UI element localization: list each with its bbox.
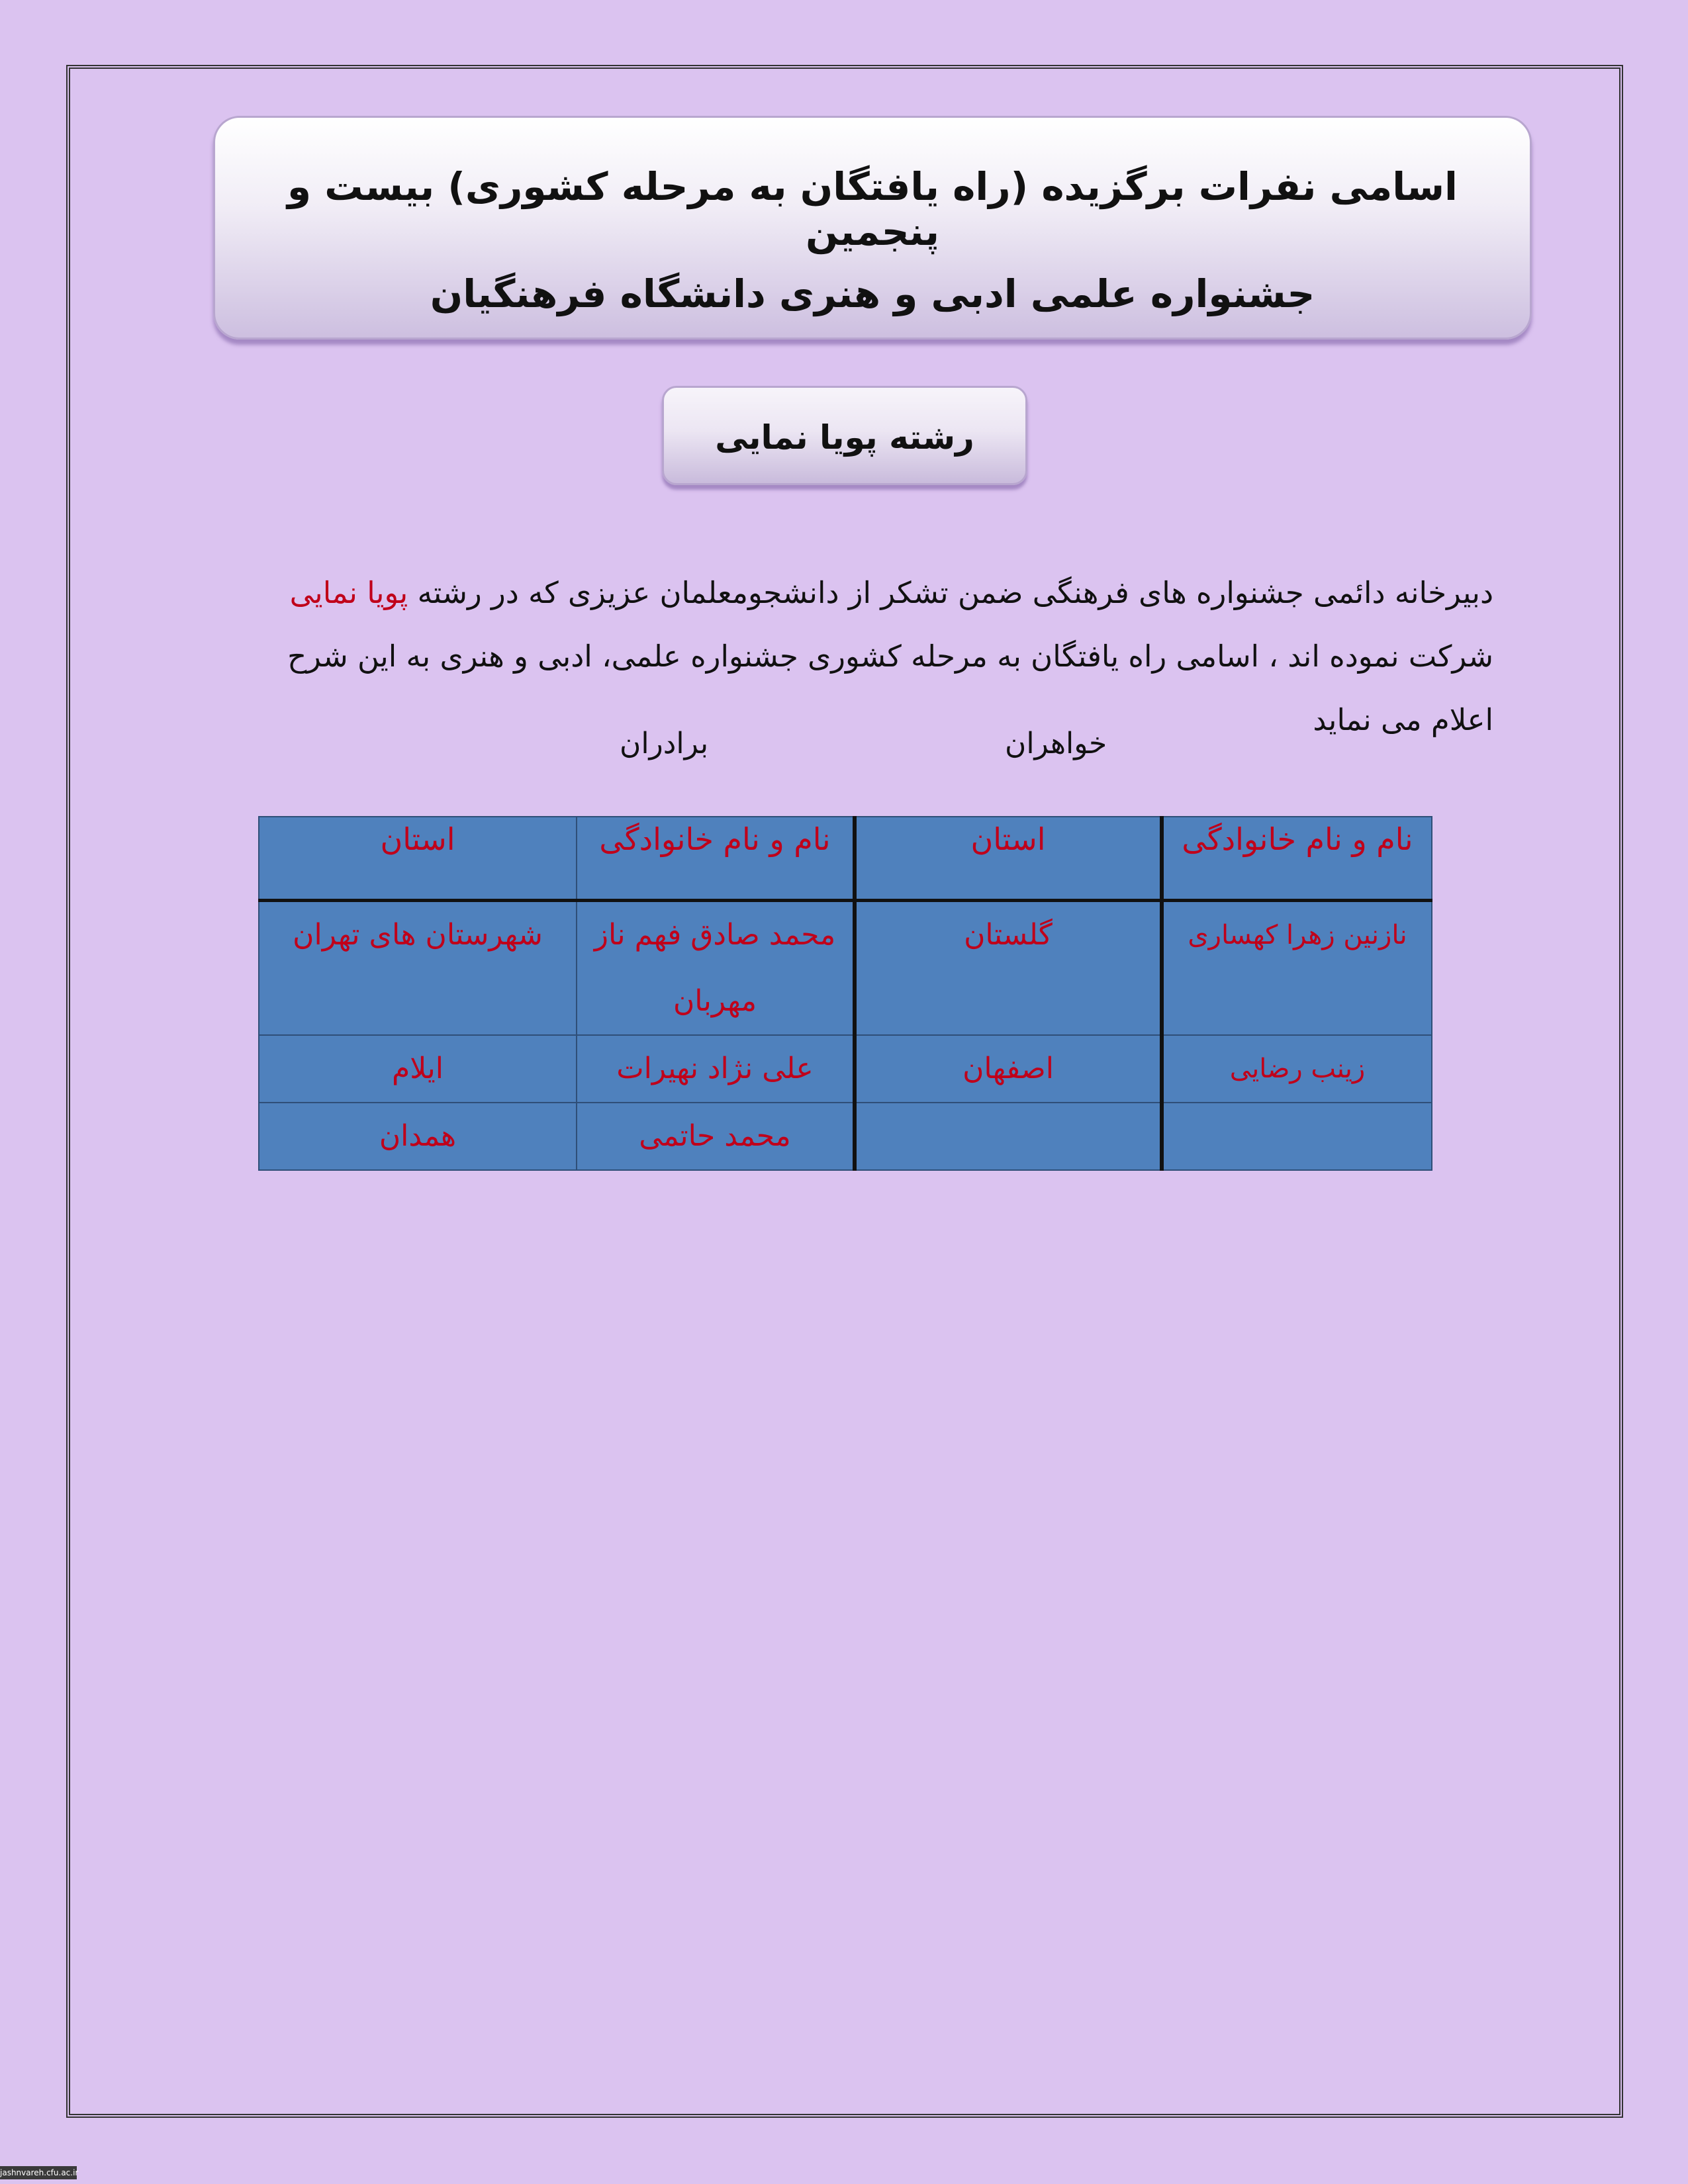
category-title: رشته پویا نمایی bbox=[662, 386, 1027, 485]
header-name-sisters: نام و نام خانوادگی bbox=[1162, 817, 1432, 901]
site-watermark: jashnvareh.cfu.ac.ir bbox=[0, 2166, 77, 2179]
table-cell bbox=[855, 1103, 1162, 1170]
intro-text-2: شرکت نموده اند ، اسامی راه یافتگان به مرحله کشوری جشنواره علمی، ادبی و هنری به این شرح اعلام می نماید bbox=[287, 639, 1493, 737]
sisters-label: خواهران bbox=[1005, 727, 1107, 760]
table-cell: ایلام bbox=[259, 1035, 577, 1103]
table-cell: محمد حاتمی bbox=[577, 1103, 855, 1170]
header-province-brothers: استان bbox=[259, 817, 577, 901]
header-province-sisters: استان bbox=[855, 817, 1162, 901]
table-row bbox=[259, 1103, 1432, 1170]
table-cell: اصفهان bbox=[855, 1035, 1162, 1103]
table-cell bbox=[1162, 1103, 1432, 1170]
table-cell: شهرستان های تهران bbox=[259, 901, 577, 1036]
table-cell: نازنین زهرا کهساری bbox=[1162, 901, 1432, 1036]
winners-table bbox=[258, 816, 1432, 1171]
brothers-label: برادران bbox=[620, 727, 709, 760]
title-banner bbox=[213, 116, 1532, 340]
intro-text-1: دبیرخانه دائمی جشنواره های فرهنگی ضمن تشکر از دانشجومعلمان عزیزی که در رشته bbox=[408, 575, 1493, 610]
table-cell: همدان bbox=[259, 1103, 577, 1170]
intro-highlight: پویا نمایی bbox=[289, 575, 408, 610]
table-cell: زینب رضایی bbox=[1162, 1035, 1432, 1103]
table-row bbox=[259, 1035, 1432, 1103]
title-line-1: اسامی نفرات برگزیده (راه یافتگان به مرحله کشوری) بیست و پنجمین bbox=[287, 164, 1458, 254]
title-line-2: جشنواره علمی ادبی و هنری دانشگاه فرهنگیان bbox=[430, 271, 1315, 316]
table-cell: محمد صادق فهم ناز مهربان bbox=[577, 901, 855, 1036]
header-name-brothers: نام و نام خانوادگی bbox=[577, 817, 855, 901]
table-cell: گلستان bbox=[855, 901, 1162, 1036]
intro-paragraph bbox=[225, 561, 1493, 752]
table-header-row bbox=[259, 817, 1432, 901]
table-row bbox=[259, 901, 1432, 1036]
table-cell: علی نژاد نهیرات bbox=[577, 1035, 855, 1103]
